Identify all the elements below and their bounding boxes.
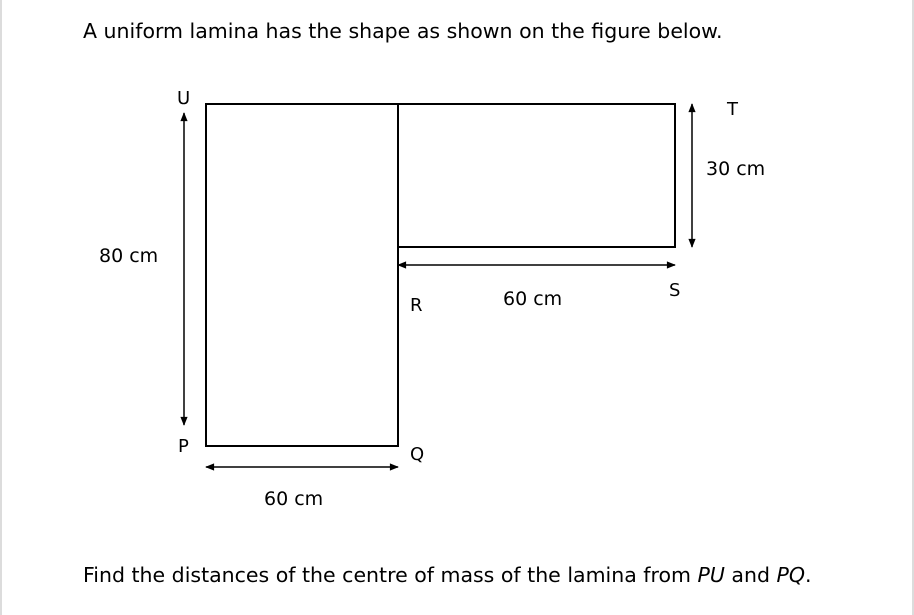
point-label-t: T [727, 99, 738, 120]
dimension-label-ts: 30 cm [706, 158, 766, 180]
dimension-label-pq: 60 cm [264, 488, 324, 510]
line-pu-name: PU [697, 563, 725, 587]
question-task-joiner: and [724, 563, 777, 587]
point-label-u: U [177, 88, 191, 109]
question-intro: A uniform lamina has the shape as shown on the figure below. [83, 19, 723, 43]
point-label-s: S [669, 280, 681, 301]
line-pq-name: PQ [776, 563, 806, 587]
dimension-label-pu: 80 cm [99, 245, 159, 267]
lamina-horizontal-rectangle [398, 104, 675, 247]
lamina-vertical-rectangle [206, 104, 398, 446]
point-label-q: Q [410, 444, 425, 465]
point-label-p: P [178, 436, 189, 457]
point-label-r: R [410, 295, 423, 316]
question-task [83, 563, 812, 587]
question-task-prefix: Find the distances of the centre of mass of the lamina from [83, 563, 698, 587]
question-task-suffix: . [805, 563, 812, 587]
dimension-label-rs: 60 cm [503, 288, 563, 310]
